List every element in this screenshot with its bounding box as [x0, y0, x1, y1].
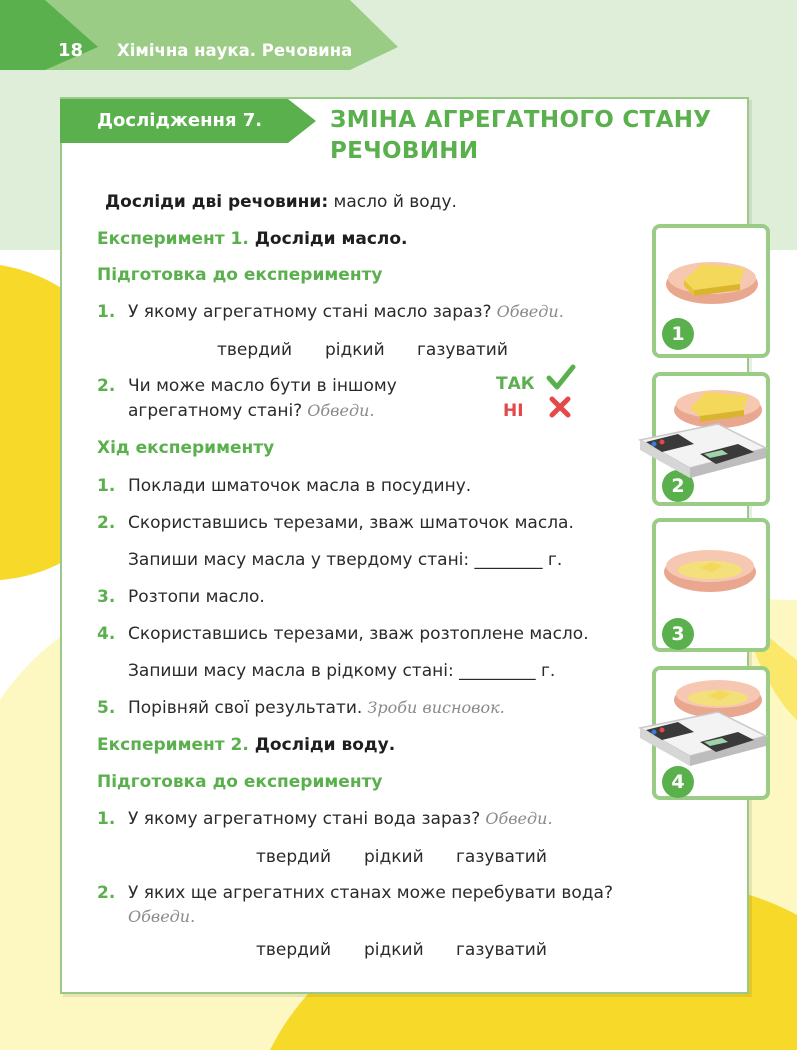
answer-yes[interactable]: ТАК: [496, 374, 535, 394]
illustration-panel-1: [652, 224, 770, 358]
panel-number: 4: [662, 766, 694, 798]
exp2-q2-hint: Обведи.: [128, 907, 196, 926]
chapter-title: Хімічна наука. Речовина: [117, 41, 353, 60]
intro-line: Досліди дві речовини: масло й воду.: [105, 192, 457, 212]
exp2-prep-heading: Підготовка до експерименту: [97, 772, 383, 792]
exp1-q1-text: У якому агрегатному стані масло зараз? Обведи.: [128, 302, 564, 322]
exp1-heading: Експеримент 1. Досліди масло.: [97, 229, 408, 249]
checkmark-icon: [546, 364, 576, 392]
mass-liquid-field[interactable]: Запиши масу масла в рідкому стані: _________ г.: [128, 661, 556, 681]
exp2-q2-option-liquid[interactable]: рідкий: [364, 940, 424, 960]
exp2-q1-option-gas[interactable]: газуватий: [456, 847, 547, 867]
illustration-panel-3: [652, 518, 770, 652]
kitchen-scale-icon: [638, 420, 770, 482]
step-number: 3.: [97, 587, 116, 607]
exp2-q2-option-gas[interactable]: газуватий: [456, 940, 547, 960]
step-text: Скориставшись терезами, зваж шматочок масла.: [128, 513, 574, 533]
panel-number: 2: [662, 470, 694, 502]
exp2-q2-text: У яких ще агрегатних станах може перебувати вода?: [128, 883, 613, 903]
cross-icon: [548, 395, 572, 419]
study-title: ЗМІНА АГРЕГАТНОГО СТАНУ РЕЧОВИНИ: [330, 107, 712, 164]
exp1-option-gas[interactable]: газуватий: [417, 340, 508, 360]
study-label: Дослідження 7.: [97, 110, 263, 131]
exp2-q1-option-solid[interactable]: твердий: [256, 847, 332, 867]
page-number: 18: [58, 40, 84, 61]
exp2-q2-option-solid[interactable]: твердий: [256, 940, 332, 960]
step-number: 5.: [97, 698, 116, 718]
exp1-q1-number: 1.: [97, 302, 116, 322]
step-text: Порівняй свої результати. Зроби висновок.: [128, 698, 505, 718]
exp2-q1-text: У якому агрегатному стані вода зараз? Обведи.: [128, 809, 553, 829]
step-text: Поклади шматочок масла в посудину.: [128, 476, 472, 496]
exp2-q2-number: 2.: [97, 883, 116, 903]
exp1-q2-number: 2.: [97, 376, 116, 396]
step-number: 1.: [97, 476, 116, 496]
answer-no[interactable]: НІ: [503, 401, 524, 421]
exp1-prep-heading: Підготовка до експерименту: [97, 265, 383, 285]
step-text: Скориставшись терезами, зваж розтоплене масло.: [128, 624, 589, 644]
exp1-q2-line1: Чи може масло бути в іншому: [128, 376, 397, 396]
exp2-q1-number: 1.: [97, 809, 116, 829]
exp2-q1-option-liquid[interactable]: рідкий: [364, 847, 424, 867]
mass-solid-field[interactable]: Запиши масу масла у твердому стані: ________ г.: [128, 550, 563, 570]
panel-number: 3: [662, 618, 694, 650]
step-number: 4.: [97, 624, 116, 644]
exp1-option-solid[interactable]: твердий: [217, 340, 293, 360]
step-number: 2.: [97, 513, 116, 533]
exp1-option-liquid[interactable]: рідкий: [325, 340, 385, 360]
exp2-heading: Експеримент 2. Досліди воду.: [97, 735, 396, 755]
exp1-q2-line2: агрегатному стані? Обведи.: [128, 401, 375, 421]
panel-number: 1: [662, 318, 694, 350]
exp1-course-heading: Хід експерименту: [97, 438, 275, 458]
step-text: Розтопи масло.: [128, 587, 265, 607]
kitchen-scale-icon: [638, 708, 770, 770]
